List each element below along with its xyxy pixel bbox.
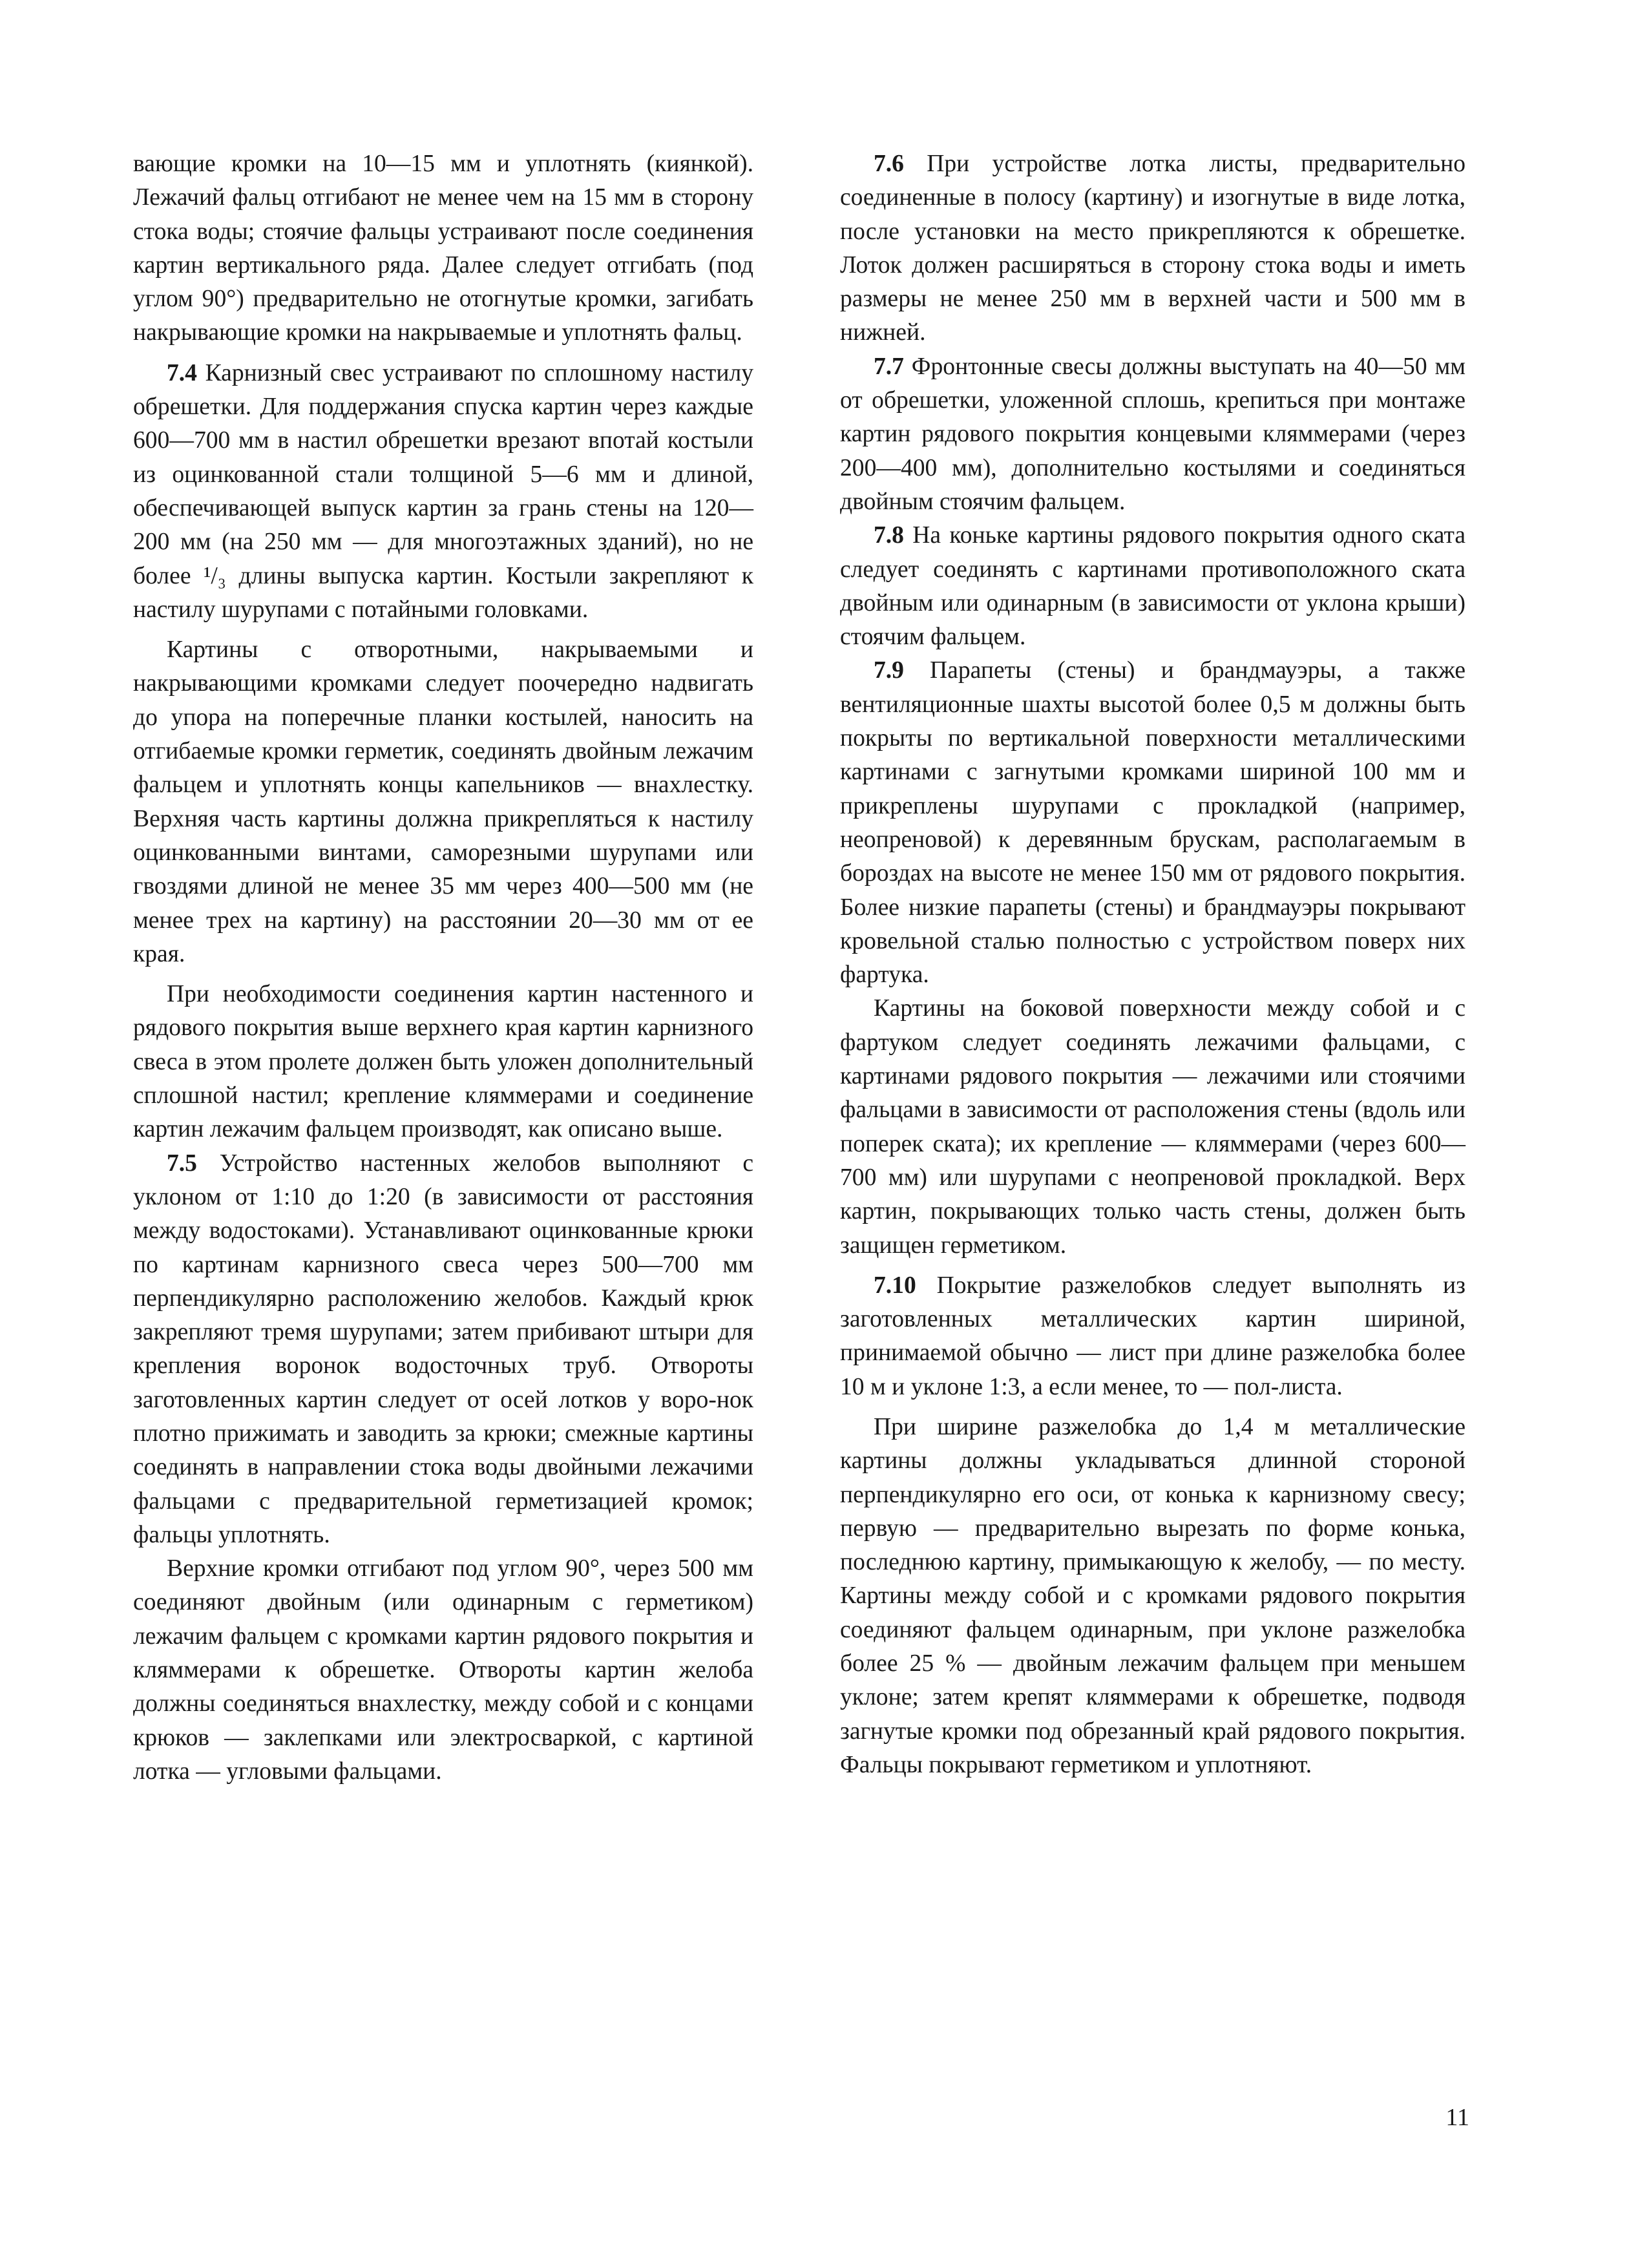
- paragraph-text: Устройство настенных желобов выполняют с уклоном от 1:10 до 1:20 (в зависимости от расстояния между водостоками). Устанавливают оцинкованные крюки по картинам карнизного свеса через 500—700 мм перпендикулярно расположению желобов. Каждый крюк закрепляют тремя шурупами; затем прибивают штыри для крепления воронок водосточных труб. Отвороты заготовленных картин следует от осей лотков у воро-нок плотно прижимать и заводить за крюки; смежные картины соединять в направлении стока воды двойными лежачими фальцами с предварительной герметизацией кромок; фальцы уплотнять.: [133, 1150, 753, 1548]
- paragraph-section-7-7: [840, 350, 1465, 519]
- paragraph-section-7-10: [840, 1269, 1465, 1404]
- paragraph-section-7-6: [840, 147, 1465, 350]
- paragraph-razzhelobok: При ширине разжелобка до 1,4 м металлические картины должны укладываться длинной стороной перпендикулярно его оси, от конька к карнизному свесу; первую — предварительно вырезать по форме конька, последнюю картину, примыкающую к желобу, — по месту. Картины между собой и с кромками рядового покрытия соединяют фальцем одинарным, при уклоне разжелобка более 25 % — двойным лежачим фальцем при меньшем уклоне; затем крепят кляммерами к обрешетке, подводя загнутые кромки под обрезанный край рядового покрытия. Фальцы покрывают герметиком и уплотняют.: [840, 1413, 1465, 1778]
- paragraph-text: Карнизный свес устраивают по сплошному настилу обрешетки. Для поддержания спуска картин через каждые 600—700 мм в настил обрешетки врезают впотай костыли из оцинкованной стали толщиной 5—6 мм и длиной, обеспечивающей выпуск картин за грань стены на 120—200 мм (на 250 мм — для многоэтажных зданий), но не более ¹/₃ длины выпуска картин. Костыли закрепляют к настилу шурупами с потайными головками.: [133, 359, 753, 623]
- paragraph-bokovaya-poverkhnost: Картины на боковой поверхности между собой и с фартуком следует соединять лежачими фальцами, с картинами рядового покрытия — лежачими или стоячими фальцами в зависимости от расположения стены (вдоль или поперек ската); их крепление — кляммерами (через 600—700 мм) или шурупами с неопреновой прокладкой. Верх картин, покрывающих только часть стены, должен быть защищен герметиком.: [840, 995, 1465, 1259]
- paragraph-text: Парапеты (стены) и брандмауэры, а также вентиляционные шахты высотой более 0,5 м должны быть покрыты по вертикальной поверхности металлическими картинами с загнутыми кромками шириной 100 мм и прикреплены шурупами с прокладкой (например, неопреновой) к деревянным брускам, располагаемым в бороздах на высоте не менее 150 мм от рядового покрытия. Более низкие парапеты (стены) и брандмауэры покрывают кровельной сталью полностью с устройством поверх них фартука.: [840, 657, 1465, 989]
- section-number: 7.10: [874, 1272, 916, 1299]
- page-number: 11: [1445, 2104, 1469, 2131]
- paragraph-continuation: вающие кромки на 10—15 мм и уплотнять (киянкой). Лежачий фальц отгибают не менее чем на 15 мм в сторону стока воды; стоячие фальцы устраивают после соединения картин вертикального ряда. Далее следует отгибать (под углом 90°) предварительно не отогнутые кромки, загибать накрывающие кромки на накрываемые и уплотнять фальц.: [133, 151, 753, 346]
- paragraph-section-7-9: [840, 654, 1465, 992]
- paragraph-kartiny-kromki: Картины с отворотными, накрываемыми и накрывающими кромками следует поочередно надвигать до упора на поперечные планки костылей, наносить на отгибаемые кромки герметик, соединять двойным лежачим фальцем и уплотнять концы капельников — внахлестку. Верхняя часть картины должна прикрепляться к настилу оцинкованными винтами, саморезными шурупами или гвоздями длиной не менее 35 мм через 400—500 мм (не менее трех на картину) на расстоянии 20—30 мм от ее края.: [133, 636, 753, 967]
- section-number: 7.9: [874, 657, 904, 684]
- paragraph-section-7-8: [840, 519, 1465, 654]
- paragraph-section-7-5: [133, 1147, 753, 1553]
- section-number: 7.4: [167, 359, 197, 386]
- section-number: 7.6: [874, 151, 904, 177]
- section-number: 7.8: [874, 522, 904, 549]
- paragraph-nastennoe-pokrytie: При необходимости соединения картин настенного и рядового покрытия выше верхнего края картин карнизного свеса в этом пролете должен быть уложен дополнительный сплошной настил; крепление кляммерами и соединение картин лежачим фальцем производят, как описано выше.: [133, 981, 753, 1143]
- paragraph-text: Покрытие разжелобков следует выполнять из заготовленных металлических картин шириной, принимаемой обычно — лист при длине разжелобка более 10 м и уклоне 1:3, а если менее, то — пол-листа.: [840, 1272, 1465, 1400]
- paragraph-text: Фронтонные свесы должны выступать на 40—50 мм от обрешетки, уложенной сплошь, крепиться при монтаже картин рядового покрытия концевыми кляммерами (через 200—400 мм), дополнительно костылями и соединяться двойным стоячим фальцем.: [840, 353, 1465, 515]
- left-text-column: [133, 147, 753, 1789]
- paragraph-section-7-4: [133, 357, 753, 627]
- paragraph-text: При устройстве лотка листы, предварительно соединенные в полосу (картину) и изогнутые в виде лотка, после установки на место прикрепляются к обрешетке. Лоток должен расширяться в сторону стока воды и иметь размеры не менее 250 мм в верхней части и 500 мм в нижней.: [840, 151, 1465, 346]
- paragraph-text: На коньке картины рядового покрытия одного ската следует соединять с картинами противоположного ската двойным или одинарным (в зависимости от уклона крыши) стоячим фальцем.: [840, 522, 1465, 651]
- right-text-column: [840, 147, 1465, 1782]
- paragraph-verkhnie-kromki: Верхние кромки отгибают под углом 90°, через 500 мм соединяют двойным (или одинарным с герметиком) лежачим фальцем с кромками картин рядового покрытия и кляммерами к обрешетке. Отвороты картин желоба должны соединяться внахлестку, между собой и с концами крюков — заклепками или электросваркой, с картиной лотка — угловыми фальцами.: [133, 1555, 753, 1785]
- section-number: 7.5: [167, 1150, 197, 1177]
- section-number: 7.7: [874, 353, 904, 380]
